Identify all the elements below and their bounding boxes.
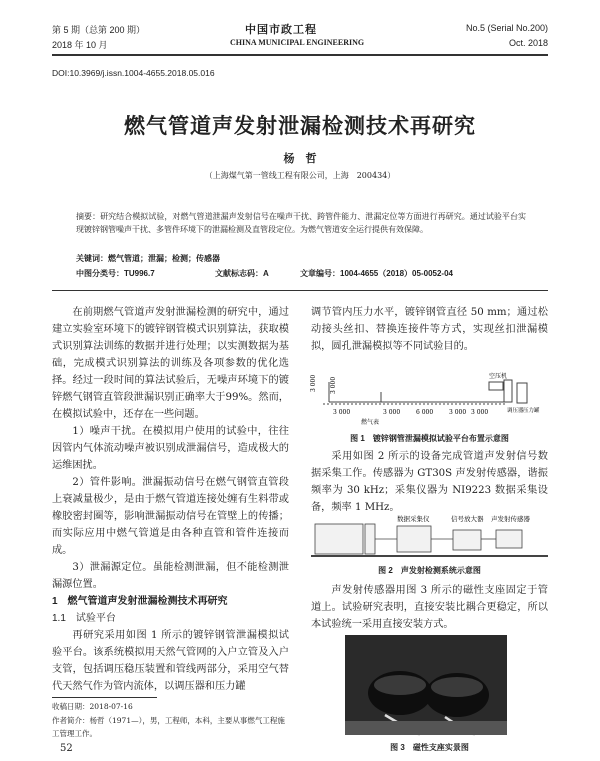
- abstract: 摘要：研究结合模拟试验，对燃气管道泄漏声发射信号在噪声干扰、跨管件能力、泄漏定位等方面进行再研究。通过试验平台实现镀锌钢管噪声干扰、多管件环境下的泄漏检测及直管段定位。为燃气管道安全运行提供有效保障。: [76, 212, 526, 234]
- label-meter: 燃气表: [361, 419, 380, 426]
- sensor-device: [496, 530, 522, 548]
- computer-tower: [365, 524, 375, 554]
- dim-bottom-1: 3 000: [333, 409, 351, 416]
- computer-monitor: [315, 524, 363, 554]
- intro-paragraph: 在前期燃气管道声发射泄漏检测的研究中，通过建立实验室环境下的镀锌钢管模式识别算法，获取模式识别算法训练的数据并进行处理；以实测数据为基础，完成模式识别算法的训练及各项参数的优化选择。经过一段时间的算法试验后，无噪声环境下的镀锌燃气钢管直管段泄漏识别正确率大于99%。然而，在模拟试验中，还存在一些问题。: [52, 307, 289, 420]
- label-amplifier: 信号放大器: [451, 515, 484, 523]
- journal-title-en: CHINA MUNICIPAL ENGINEERING: [230, 38, 365, 47]
- issue-cn: 第 5 期（总第 200 期）: [52, 25, 146, 35]
- date-cn: 2018 年 10 月: [52, 40, 108, 50]
- page-number: 52: [60, 743, 73, 754]
- clc-number: 中图分类号：TU996.7: [76, 269, 155, 278]
- document-code: 文献标志码：A: [215, 269, 269, 278]
- paper-title: 燃气管道声发射泄漏检测技术再研究: [124, 115, 476, 138]
- section-heading-1: 1 燃气管道声发射泄漏检测技术再研究: [52, 596, 228, 607]
- doi: DOI:10.3969/j.issn.1004-4655.2018.05.016: [52, 68, 215, 78]
- figure-1-diagram: [311, 368, 548, 430]
- figure-3-caption: 图 3 磁性支座实景图: [390, 743, 469, 752]
- label-regulator: 调压器: [507, 408, 524, 414]
- fig3-paragraph-block: [311, 582, 548, 633]
- magnetic-mount-photo: [345, 635, 507, 735]
- header-rule: [52, 54, 548, 56]
- figure-1-caption: 图 1 镀锌钢管泄漏模拟试验平台布置示意图: [350, 434, 509, 443]
- affiliation: （上海煤气第一管线工程有限公司，上海 200434）: [204, 171, 396, 180]
- dim-bottom-2: 3 000: [383, 409, 401, 416]
- article-number: 文章编号：1004-4655（2018）05-0052-04: [300, 269, 453, 278]
- fig2-paragraph: 采用如图 2 所示的设备完成管道声发射信号数据采集工作。传感器为 GT30S 声发射传感器，谐振频率为 30 kHz；采集仪器为 NI9223 数据采集设备，频率 1 MHz。: [311, 451, 548, 513]
- label-sensor: 声发射传感器: [491, 515, 530, 523]
- issue-location: 3）泄漏源定位。虽能检测泄漏，但不能检测泄漏源位置。: [52, 562, 289, 590]
- fig2-paragraph-block: [311, 448, 548, 516]
- regulator-shape: [504, 380, 512, 402]
- compressor-shape: [489, 382, 503, 390]
- label-compressor: 空压机: [489, 373, 508, 380]
- daq-device: [397, 526, 431, 552]
- label-daq: 数据采集仪: [397, 515, 430, 523]
- right-column-top: [311, 304, 548, 355]
- dim-bottom-3: 6 000: [416, 409, 434, 416]
- figure-2-caption: 图 2 声发射检测系统示意图: [378, 566, 481, 575]
- platform-paragraph-cont: 调节管内压力水平，镀锌钢管直径 50 mm；通过松动接头丝扣、替换连接件等方式，实现丝扣泄漏模拟，圆孔泄漏模拟等不同试验目的。: [311, 307, 548, 352]
- received-date: 收稿日期：2018-07-16: [52, 702, 133, 711]
- issue-fittings: 2）管件影响。泄漏振动信号在燃气钢管直管段上衰减量极少，是由于燃气管道连接处缠有生料带或橡胶密封圈等，影响泄漏振动信号在管壁上的传播；而实际应用中燃气管道是由各种直管和管件连接而成。: [52, 477, 289, 556]
- section-heading-1-1: 1.1 试验平台: [52, 613, 116, 624]
- tank-shape: [517, 383, 527, 403]
- figure-1: [311, 368, 548, 430]
- fig3-paragraph: 声发射传感器用图 3 所示的磁性支座固定于管道上。试验研究表明，直接安装比耦合更稳定，所以本试验统一采用直接安装方式。: [311, 585, 548, 630]
- author-info: 作者简介：杨哲（1971—），男，工程师，本科，主要从事燃气工程施工管理工作。: [52, 716, 285, 738]
- date-en: Oct. 2018: [508, 38, 548, 48]
- left-column: [52, 304, 289, 695]
- dim-left-1: 3 000: [310, 374, 317, 392]
- issue-en: No.5 (Serial No.200): [465, 23, 548, 33]
- dim-bottom-4: 3 000: [449, 409, 467, 416]
- label-tank: 压力罐: [523, 408, 540, 414]
- figure-2-diagram: [311, 512, 548, 562]
- figure-3-photo: [345, 635, 507, 735]
- footnote-rule: [52, 697, 157, 698]
- issue-noise: 1）噪声干扰。在模拟用户使用的试验中，往往因管内气体流动噪声被识别成泄漏信号，造成极大的运维困扰。: [52, 426, 289, 471]
- abstract-rule: [52, 290, 548, 291]
- journal-title-cn: 中国市政工程: [245, 23, 317, 36]
- dim-bottom-5: 3 000: [471, 409, 489, 416]
- platform-paragraph: 再研究采用如图 1 所示的镀锌钢管泄漏模拟试验平台。该系统模拟用天然气管网的入户立管及入户支管，包括调压稳压装置和管线两部分，采用空气替代天然气作为管内流体，以调压器和压力罐: [52, 630, 289, 692]
- keywords: 关键词：燃气管道；泄漏；检测；传感器: [76, 254, 220, 263]
- author: 杨 哲: [283, 152, 317, 165]
- dim-left-2: 3 000: [330, 376, 337, 394]
- amplifier-device: [453, 530, 481, 550]
- figure-2: [311, 512, 548, 562]
